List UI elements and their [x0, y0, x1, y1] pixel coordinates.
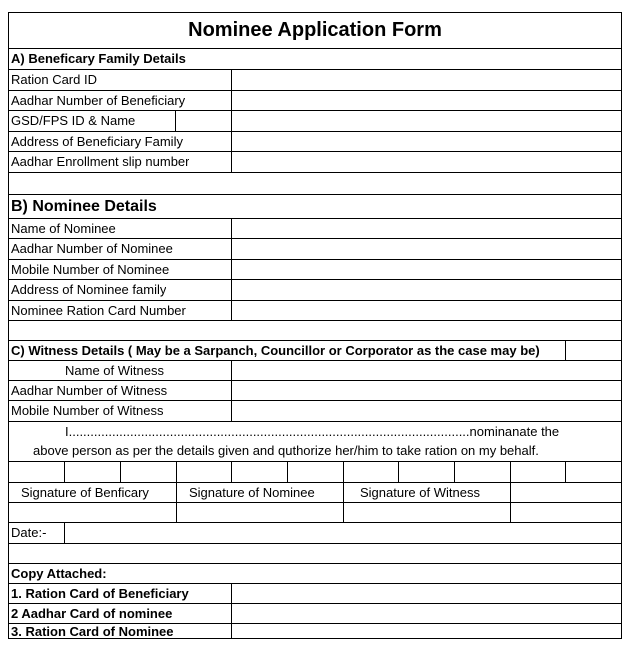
- gsd-fps-id-field[interactable]: [176, 111, 231, 131]
- ration-card-id-field[interactable]: [232, 70, 621, 90]
- address-nominee-field[interactable]: [232, 280, 621, 300]
- field-label: Address of Beneficiary Family: [11, 134, 183, 149]
- gsd-fps-name-field[interactable]: [232, 111, 621, 131]
- declaration-line-1: [9, 421, 621, 441]
- witness-name-field[interactable]: [232, 361, 621, 380]
- signature-witness-box[interactable]: [344, 503, 510, 522]
- mobile-witness-field[interactable]: [232, 401, 621, 421]
- field-row-aadhar-beneficiary: [9, 90, 621, 110]
- field-label: Aadhar Number of Witness: [11, 383, 168, 398]
- field-row-address-beneficiary: [9, 131, 621, 151]
- copy-row-2: [9, 603, 621, 623]
- address-beneficiary-field[interactable]: [232, 132, 621, 151]
- copy-item: 3. Ration Card of Nominee: [11, 624, 174, 639]
- aadhar-nominee-field[interactable]: [232, 239, 621, 259]
- declaration-line-2: [9, 441, 621, 461]
- copy-ration-card-nominee-field[interactable]: [232, 624, 621, 639]
- field-label: Mobile Number of Witness: [11, 403, 164, 418]
- nominee-form: [8, 12, 622, 639]
- signature-grid-row: [9, 461, 621, 482]
- field-row-enrollment-slip: [9, 151, 621, 172]
- field-row-aadhar-witness: [9, 380, 621, 400]
- copy-row-3: [9, 623, 621, 639]
- aadhar-beneficiary-field[interactable]: [232, 91, 621, 110]
- field-row-address-nominee: [9, 279, 621, 300]
- section-b-heading-row: [9, 194, 621, 218]
- copies-heading: Copy Attached:: [11, 566, 107, 581]
- signature-boxes-row: [9, 502, 621, 522]
- nominee-name-field[interactable]: [232, 219, 621, 238]
- date-field[interactable]: [65, 523, 621, 543]
- field-row-aadhar-nominee: [9, 238, 621, 259]
- field-row-ration-card-id: [9, 69, 621, 90]
- mobile-nominee-field[interactable]: [232, 260, 621, 279]
- field-label: Name of Nominee: [11, 221, 116, 236]
- section-c-heading-row: [9, 340, 621, 360]
- section-b-heading: B) Nominee Details: [11, 198, 157, 215]
- field-label: Mobile Number of Nominee: [11, 262, 170, 277]
- field-row-mobile-witness: [9, 400, 621, 421]
- field-row-witness-name: [9, 360, 621, 380]
- date-row: [9, 522, 621, 543]
- copy-ration-card-beneficiary-field[interactable]: [232, 584, 621, 603]
- copy-item: 2 Aadhar Card of nominee: [11, 606, 173, 621]
- field-row-mobile-nominee: [9, 259, 621, 279]
- signature-beneficiary-box[interactable]: [9, 503, 176, 522]
- field-label: Ration Card ID: [11, 72, 97, 87]
- form-title-row: [9, 13, 621, 48]
- field-row-nominee-name: [9, 218, 621, 238]
- enrollment-slip-field[interactable]: [232, 152, 621, 172]
- field-label: Address of Nominee family: [11, 282, 167, 297]
- field-label: Nominee Ration Card Number: [11, 303, 186, 318]
- spacer-row: [9, 543, 621, 563]
- field-label: Name of Witness: [65, 363, 164, 378]
- field-label: Aadhar Number of Beneficiary: [11, 93, 186, 108]
- field-row-nominee-ration-card: [9, 300, 621, 320]
- section-c-heading: C) Witness Details ( May be a Sarpanch, Councillor or Corporator as the case may be): [11, 343, 540, 358]
- spacer-row: [9, 172, 621, 194]
- field-label: Aadhar Number of Nominee: [11, 241, 173, 256]
- copy-aadhar-nominee-field[interactable]: [232, 604, 621, 623]
- form-title: Nominee Application Form: [188, 19, 442, 41]
- section-a-heading: A) Beneficary Family Details: [11, 51, 186, 66]
- declaration-text-1: I...............................................................................................................nominanate the: [65, 424, 560, 439]
- field-row-gsd-fps: [9, 110, 621, 131]
- declaration-text-2: above person as per the details given and quthorize her/him to take ration on my behalf.: [33, 443, 539, 458]
- copies-heading-row: [9, 563, 621, 583]
- copy-row-1: [9, 583, 621, 603]
- aadhar-witness-field[interactable]: [232, 381, 621, 400]
- date-label: Date:-: [11, 525, 47, 540]
- field-label: GSD/FPS ID & Name: [11, 113, 136, 128]
- copy-item: 1. Ration Card of Beneficiary: [11, 586, 189, 601]
- signature-witness-label: Signature of Witness: [360, 485, 480, 500]
- field-label: Aadhar Enrollment slip number: [11, 154, 190, 169]
- signature-nominee-box[interactable]: [177, 503, 343, 522]
- signature-labels-row: [9, 482, 621, 502]
- section-a-heading-row: [9, 48, 621, 69]
- signature-beneficiary-label: Signature of Benficary: [21, 485, 149, 500]
- nominee-ration-card-field[interactable]: [232, 301, 621, 320]
- spacer-row: [9, 320, 621, 340]
- signature-nominee-label: Signature of Nominee: [189, 485, 315, 500]
